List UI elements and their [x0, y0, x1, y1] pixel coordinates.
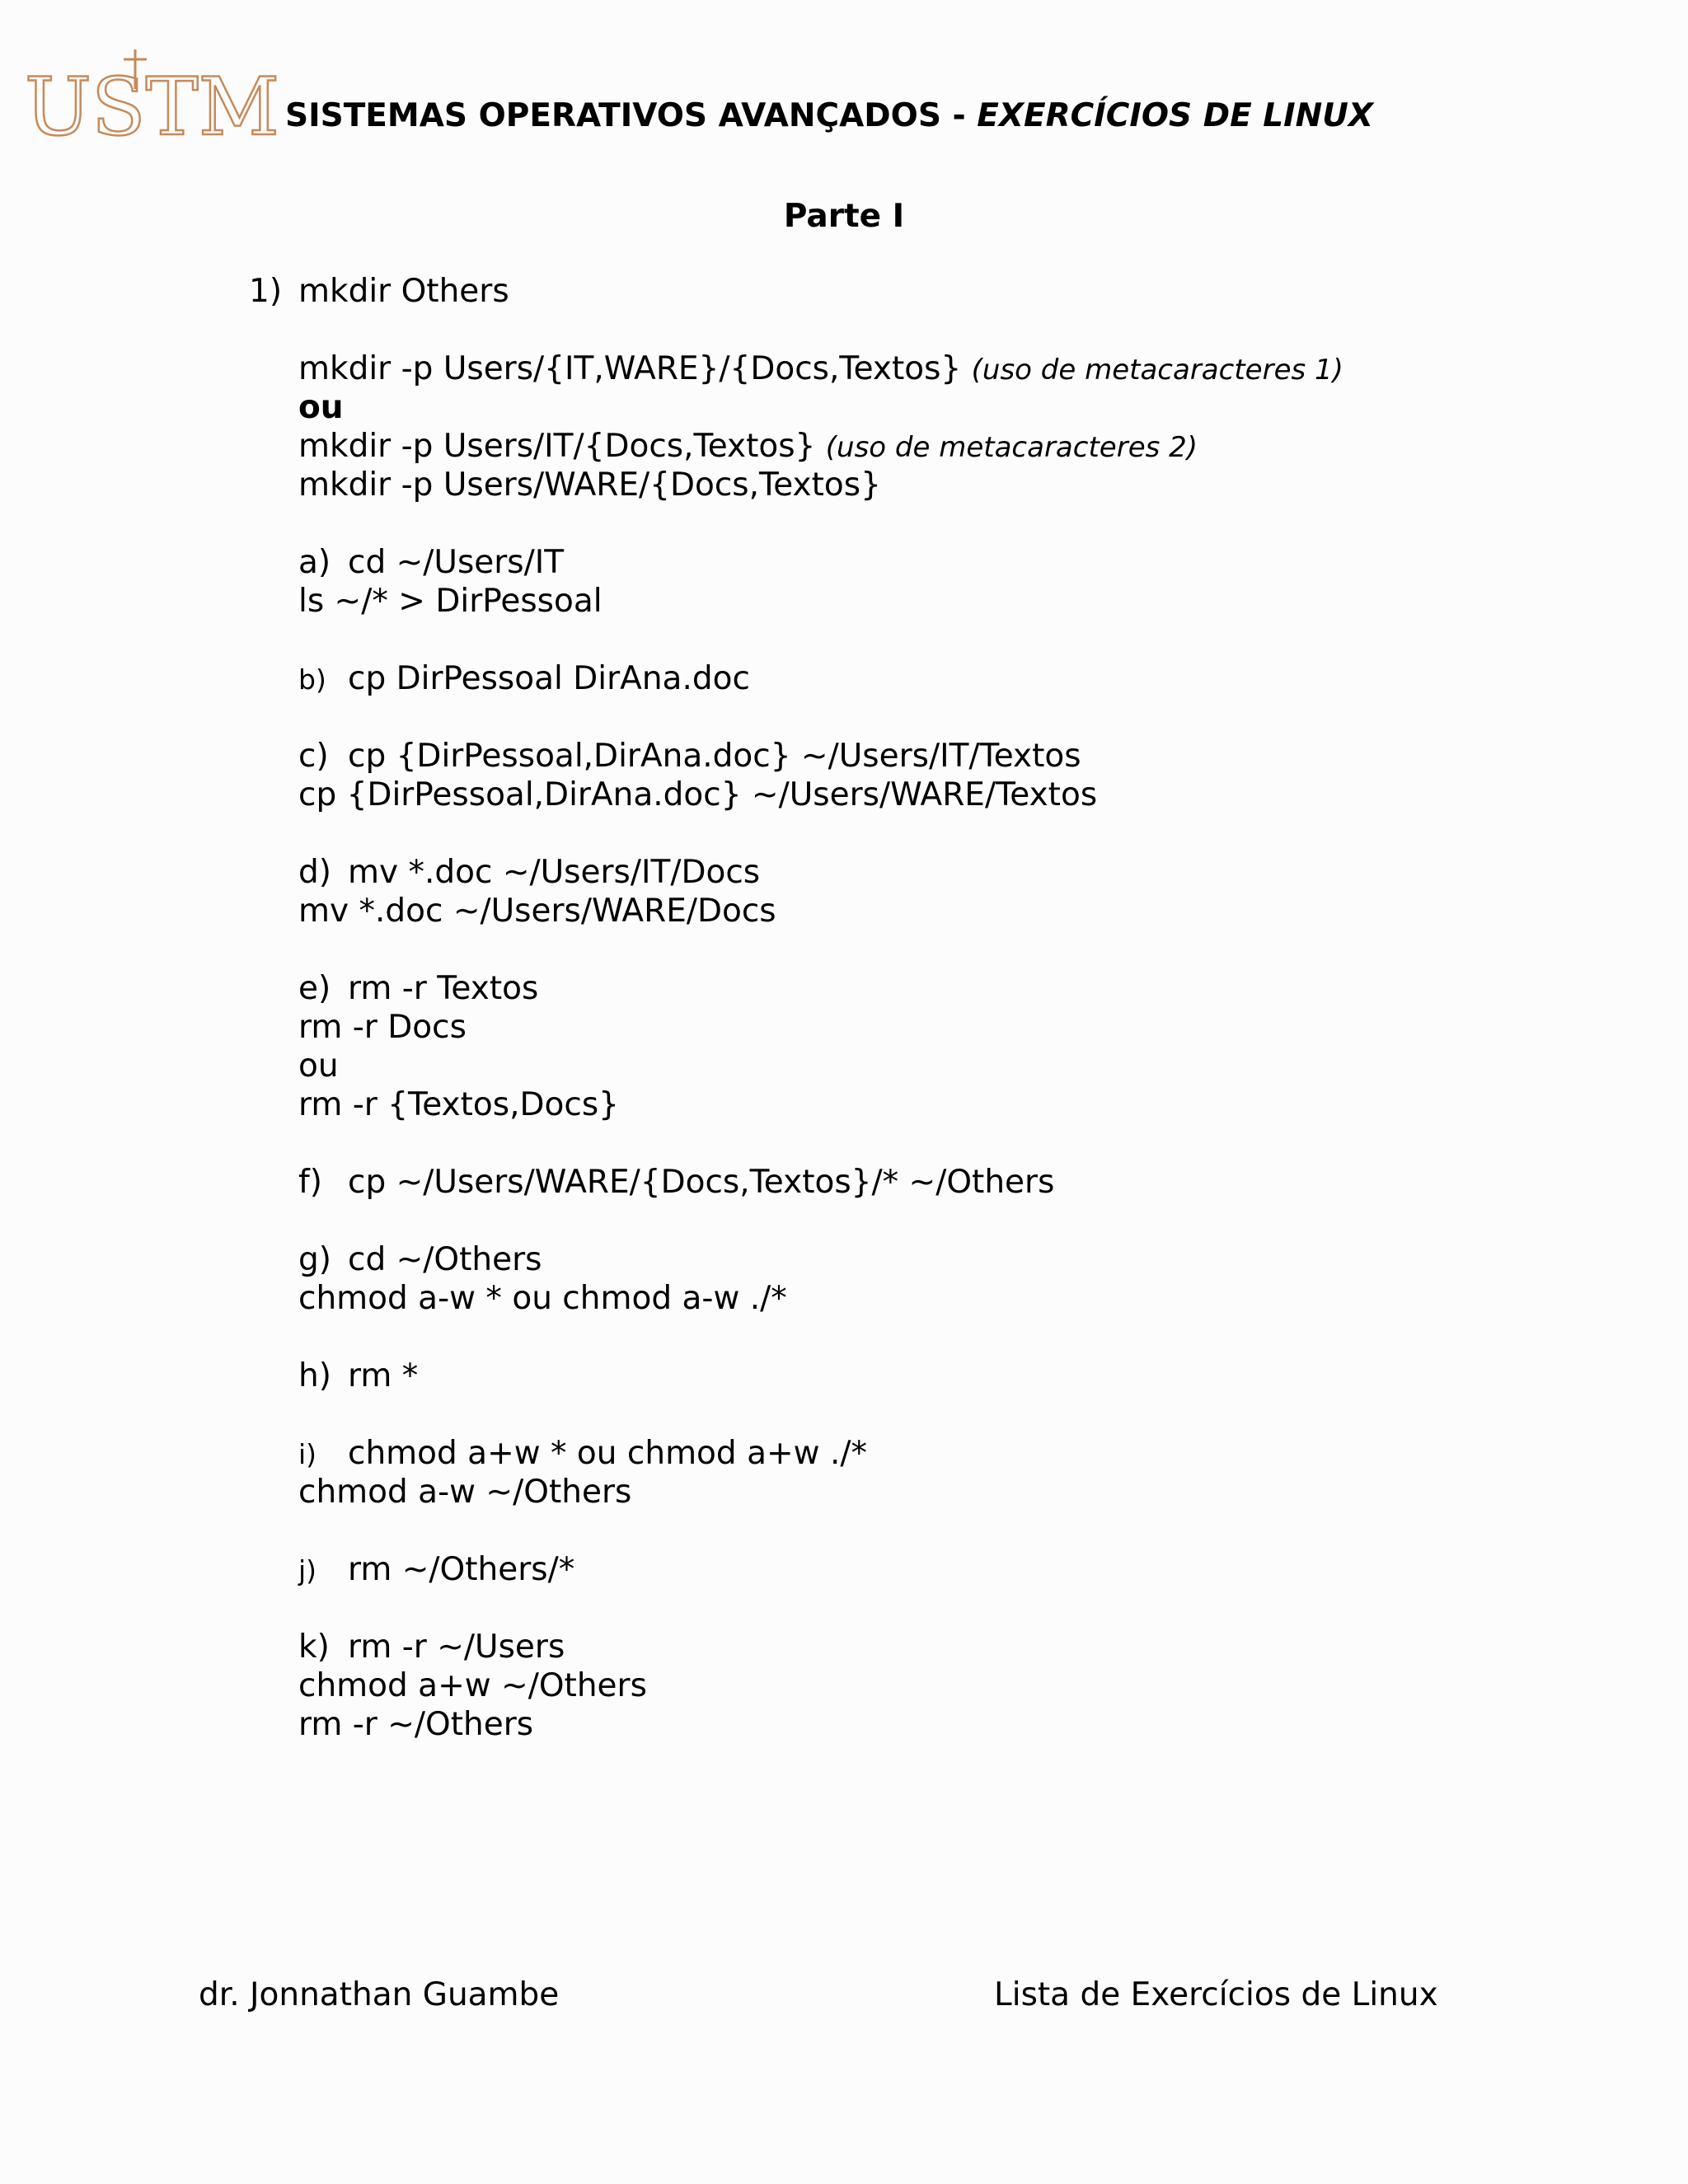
sub-exercise-label: g) [298, 1241, 331, 1278]
command-text: rm -r ~/Others [298, 1706, 534, 1743]
exercise-line [298, 427, 1617, 466]
footer-document-name: Lista de Exercícios de Linux [994, 1976, 1438, 2013]
command-text: cp DirPessoal DirAna.doc [348, 660, 750, 697]
sub-exercise-d [298, 853, 1617, 892]
command-text: rm -r ~/Users [348, 1629, 565, 1666]
command-text: mkdir -p Users/IT/{Docs,Textos} [298, 428, 816, 465]
sub-exercise-k [298, 1628, 1617, 1666]
command-text: chmod a-w ~/Others [298, 1474, 632, 1511]
ustm-logo-icon [25, 48, 279, 153]
sub-exercise-c [298, 737, 1617, 776]
command-text: mkdir -p Users/{IT,WARE}/{Docs,Textos} [298, 350, 962, 387]
title-separator: - [940, 97, 978, 134]
command-text: rm -r Textos [348, 970, 539, 1007]
sub-exercise-label: i) [298, 1438, 317, 1470]
sub-exercise-i [298, 1434, 1617, 1473]
sub-exercise-a [298, 543, 1617, 582]
command-text: cd ~/Users/IT [348, 544, 565, 581]
sub-exercise-e [298, 969, 1617, 1008]
exercise-body [249, 272, 1617, 1744]
exercise-line [249, 272, 1617, 311]
sub-exercise-label: c) [298, 738, 329, 775]
command-text: cp ~/Users/WARE/{Docs,Textos}/* ~/Others [348, 1164, 1055, 1201]
sub-exercise-label: k) [298, 1629, 330, 1666]
or-separator: ou [298, 389, 344, 426]
sub-exercise-list [298, 504, 1617, 1744]
command-text: mkdir Others [298, 273, 509, 310]
logo-lettering: USTM [25, 61, 279, 153]
annotation: (uso de metacaracteres 2) [825, 431, 1198, 464]
command-text: cp {DirPessoal,DirAna.doc} ~/Users/WARE/Textos [298, 776, 1098, 813]
part-heading: Parte I [783, 198, 905, 235]
command-text: rm -r {Textos,Docs} [298, 1086, 619, 1123]
command-text: mkdir -p Users/WARE/{Docs,Textos} [298, 466, 881, 504]
sub-exercise-label: h) [298, 1357, 331, 1394]
command-text: rm -r Docs [298, 1009, 467, 1046]
sub-exercise-label: b) [298, 663, 326, 696]
command-text: cp {DirPessoal,DirAna.doc} ~/Users/IT/Textos [348, 738, 1081, 775]
sub-exercise-label: d) [298, 854, 331, 891]
document-title [285, 97, 1373, 134]
command-text: mv *.doc ~/Users/WARE/Docs [298, 893, 776, 930]
sub-exercise-g [298, 1240, 1617, 1279]
command-text: ls ~/* > DirPessoal [298, 583, 603, 620]
sub-exercise-f [298, 1163, 1617, 1202]
command-text: rm ~/Others/* [348, 1551, 575, 1588]
sub-exercise-h [298, 1357, 1617, 1395]
command-text: mv *.doc ~/Users/IT/Docs [348, 854, 761, 891]
command-text: chmod a+w ~/Others [298, 1667, 647, 1704]
sub-exercise-label: e) [298, 970, 331, 1007]
sub-exercise-b [298, 659, 1617, 698]
command-text: rm * [348, 1357, 419, 1394]
title-subtitle: EXERCÍCIOS DE LINUX [977, 97, 1374, 134]
sub-exercise-label: j) [298, 1554, 317, 1586]
sub-exercise-label: f) [298, 1164, 322, 1201]
sub-exercise-label: a) [298, 544, 331, 581]
university-logo [25, 48, 279, 153]
annotation: (uso de metacaracteres 1) [971, 354, 1343, 387]
course-title: SISTEMAS OPERATIVOS AVANÇADOS [285, 97, 941, 134]
command-text: ou [298, 1047, 339, 1085]
command-text: chmod a+w * ou chmod a+w ./* [348, 1435, 867, 1472]
footer-author: dr. Jonnathan Guambe [199, 1976, 560, 2013]
exercise-number: 1) [249, 273, 283, 310]
exercise-line [298, 349, 1617, 388]
command-text: cd ~/Others [348, 1241, 542, 1278]
sub-exercise-j [298, 1550, 1617, 1589]
command-text: chmod a-w * ou chmod a-w ./* [298, 1280, 787, 1317]
